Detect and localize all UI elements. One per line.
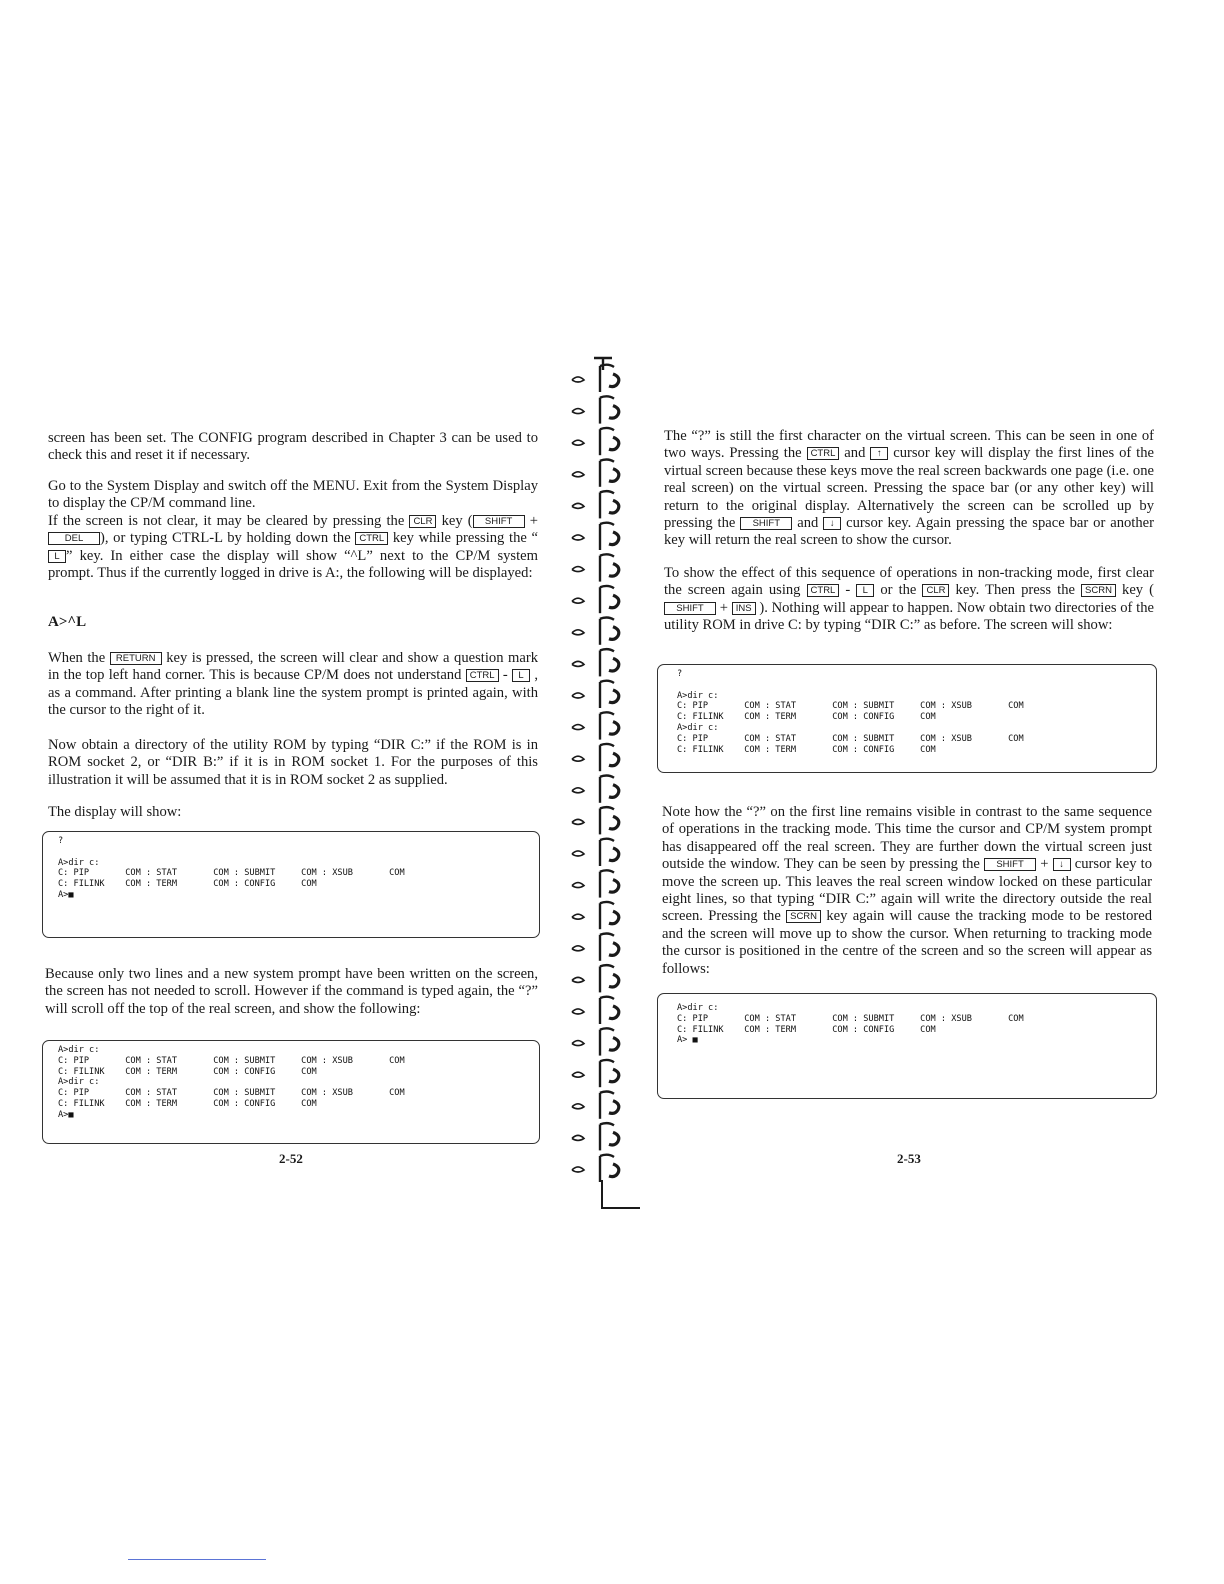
binding-wire-loop <box>609 880 619 893</box>
spiral-binding <box>560 0 640 1584</box>
binding-wire-hook <box>600 1155 614 1157</box>
binding-wire-hook <box>600 1060 614 1062</box>
binding-wire-loop <box>609 564 619 577</box>
binding-hole-mark <box>572 693 584 698</box>
binding-wire-hook <box>600 396 614 398</box>
binding-hole-mark <box>572 409 584 414</box>
screen-text-2: A>dir c: C: PIP COM : STAT COM : SUBMIT COM : XSUB COM C: FILINK COM : TERM COM : CONFIG COM A>dir c: C: PIP COM : STAT COM : SUBMIT COM : XSUB COM C: FILINK COM : TERM COM : CONFIG COM A>■ <box>58 1045 405 1120</box>
down-arrow-key: ↓ <box>1053 858 1071 871</box>
binding-wire-loop <box>609 500 619 513</box>
tracking-mode-paragraph: Note how the “?” on the first line remains visible in contrast to the same sequence of operations in the tracking mode. This time the cursor and CP/M system prompt has disappeared off the real screen. They are further down the virtual screen just outside the window. They can be seen by pressing the SHIFT + ↓ cursor key to move the screen up. This leaves the real screen window locked on these particular eight lines, so that typing “DIR C:” again will write the directory outside the real screen. Pressing the SCRN key again will cause the tracking mode to be restored and the screen will move up to show the cursor. When returning to tracking mode the cursor is positioned in the centre of the screen and so the screen will appear as follows: <box>662 804 1153 977</box>
binding-wire-loop <box>609 437 619 450</box>
page-number-left: 2-52 <box>279 1151 303 1166</box>
binding-wire-loop <box>609 1164 619 1177</box>
binding-wire-hook <box>600 839 614 841</box>
up-arrow-key: ↑ <box>870 447 888 460</box>
binding-wire-hook <box>600 428 614 430</box>
binding-wire-loop <box>609 816 619 829</box>
binding-hole-mark <box>572 630 584 635</box>
binding-hole-mark <box>572 946 584 951</box>
binding-hole-mark <box>572 1135 584 1140</box>
screen-text-3: ? A>dir c: C: PIP COM : STAT COM : SUBMIT COM : XSUB COM C: FILINK COM : TERM COM : CONFIG COM A>dir c: C: PIP COM : STAT COM : SUBMIT COM : XSUB COM C: FILINK COM : TERM COM : CONFIG COM <box>677 669 1024 755</box>
page-number-right: 2-53 <box>897 1151 921 1166</box>
binding-wire-hook <box>600 681 614 683</box>
binding-wire-hook <box>600 997 614 999</box>
screen-display-4 <box>657 993 1157 1099</box>
virtual-screen-paragraph: The “?” is still the first character on the virtual screen. This can be seen in one of two ways. Pressing the CTRL and ↑ cursor key will display the first lines of the virtual screen because these keys move the real screen backwards one page (i.e. one real screen) on the virtual screen. Pressing the space bar (or any other key) will return to the original display. Alternatively the screen can be scrolled up by pressing the SHIFT and ↓ cursor key. Again pressing the space bar or another key will return the real screen to show the cursor. <box>664 428 1154 549</box>
screen-display-1 <box>42 831 540 938</box>
binding-hole-mark <box>572 567 584 572</box>
clr-key: CLR <box>409 515 436 528</box>
binding-wire-loop <box>609 722 619 735</box>
binding-wire-hook <box>600 870 614 872</box>
intro-paragraph: screen has been set. The CONFIG program described in Chapter 3 can be used to check this and reset it if necessary. <box>48 430 538 464</box>
shift-key: SHIFT <box>984 858 1036 871</box>
binding-wire-hook <box>600 586 614 588</box>
binding-hole-mark <box>572 977 584 982</box>
binding-wire-hook <box>600 1092 614 1094</box>
prompt-example: A>^L <box>48 614 87 630</box>
screen-display-3 <box>657 664 1157 773</box>
binding-wire-hook <box>600 934 614 936</box>
binding-wire-loop <box>609 532 619 545</box>
clear-screen-paragraph: If the screen is not clear, it may be cleared by pressing the CLR key ( SHIFT +DEL ), or typing CTRL-L by holding down the CTRL key while pressing the “L ” key. In either case the display will show “^L” next to the CP/M system prompt. Thus if the currently logged in drive is A:, the following will be displayed: <box>48 513 538 582</box>
l-key: L <box>512 669 530 682</box>
binding-wire-loop <box>609 690 619 703</box>
binding-wire-loop <box>609 658 619 671</box>
binding-hole-mark <box>572 661 584 666</box>
scroll-paragraph: Because only two lines and a new system prompt have been written on the screen, the screen has not needed to scroll. However if the command is typed again, the “?” will scroll off the top of the real screen, and show the following: <box>45 966 538 1017</box>
l-key: L <box>856 584 874 597</box>
binding-wire-loop <box>609 943 619 956</box>
binding-wire-loop <box>609 1069 619 1082</box>
non-tracking-paragraph: To show the effect of this sequence of operations in non-tracking mode, first clear the screen again using CTRL - L or the CLR key. Then press the SCRN key ( SHIFT + INS ). Nothing will appear to happen. Now obtain two directories of the utility ROM in drive C: by typing “DIR C:” as before. The screen will show: <box>664 565 1154 634</box>
binding-wire-hook <box>600 902 614 904</box>
clr-key: CLR <box>922 584 949 597</box>
binding-hole-mark <box>572 535 584 540</box>
binding-wire-loop <box>609 406 619 419</box>
binding-wire-loop <box>609 848 619 861</box>
binding-hole-mark <box>572 598 584 603</box>
binding-hole-mark <box>572 788 584 793</box>
binding-hole-mark <box>572 503 584 508</box>
binding-wire-hook <box>600 776 614 778</box>
binding-wire-hook <box>600 1028 614 1030</box>
scrn-key: SCRN <box>786 910 821 923</box>
binding-hole-mark <box>572 883 584 888</box>
binding-wire-hook <box>600 1123 614 1125</box>
binding-hole-mark <box>572 1009 584 1014</box>
shift-key: SHIFT <box>473 515 525 528</box>
binding-wire-loop <box>609 753 619 766</box>
system-display-paragraph: Go to the System Display and switch off the MENU. Exit from the System Display to display the CP/M command line. <box>48 478 538 512</box>
down-arrow-key: ↓ <box>823 517 841 530</box>
binding-wire-loop <box>609 911 619 924</box>
binding-wire-loop <box>609 1006 619 1019</box>
binding-hole-mark <box>572 1104 584 1109</box>
binding-wire-hook <box>600 491 614 493</box>
binding-wire-loop <box>609 595 619 608</box>
binding-wire-hook <box>600 618 614 620</box>
ctrl-key: CTRL <box>807 447 840 460</box>
binding-wire-hook <box>600 965 614 967</box>
binding-hole-mark <box>572 1072 584 1077</box>
binding-hole-mark <box>572 914 584 919</box>
binding-wire-hook <box>600 712 614 714</box>
binding-wire-hook <box>600 649 614 651</box>
right-page <box>640 0 1224 1584</box>
binding-wire-hook <box>600 460 614 462</box>
binding-hole-mark <box>572 472 584 477</box>
binding-wire-loop <box>609 374 619 387</box>
return-key-paragraph: When the RETURN key is pressed, the screen will clear and show a question mark in the top left hand corner. This is because CP/M does not understand CTRL - L , as a command. After printing a blank line the system prompt is printed again, with the cursor to the right of it. <box>48 650 538 719</box>
footer-rule <box>128 1559 266 1560</box>
binding-hole-mark <box>572 440 584 445</box>
screen-text-1: ? A>dir c: C: PIP COM : STAT COM : SUBMIT COM : XSUB COM C: FILINK COM : TERM COM : CONFIG COM A>■ <box>58 836 405 900</box>
binding-wire-hook <box>600 554 614 556</box>
binding-hole-mark <box>572 851 584 856</box>
binding-hole-mark <box>572 819 584 824</box>
ctrl-key: CTRL <box>355 532 388 545</box>
binding-hole-mark <box>572 756 584 761</box>
binding-hole-mark <box>572 377 584 382</box>
binding-wire-loop <box>609 785 619 798</box>
binding-wire-loop <box>609 974 619 987</box>
ins-key: INS <box>732 602 756 615</box>
binding-wire-hook <box>600 807 614 809</box>
display-will-show: The display will show: <box>48 804 182 820</box>
left-page <box>0 0 560 1584</box>
l-key: L <box>48 550 66 563</box>
binding-wire-loop <box>609 469 619 482</box>
binding-hole-mark <box>572 1041 584 1046</box>
del-key: DEL <box>48 532 100 545</box>
binding-graphic <box>560 0 640 1584</box>
ctrl-key: CTRL <box>807 584 840 597</box>
shift-key: SHIFT <box>664 602 716 615</box>
binding-wire-loop <box>609 1132 619 1145</box>
binding-wire-loop <box>609 627 619 640</box>
binding-hole-mark <box>572 1167 584 1172</box>
screen-text-4: A>dir c: C: PIP COM : STAT COM : SUBMIT COM : XSUB COM C: FILINK COM : TERM COM : CONFIG COM A> ■ <box>677 1003 1024 1046</box>
binding-wire-loop <box>609 1101 619 1114</box>
ctrl-key: CTRL <box>466 669 499 682</box>
binding-spine-base <box>602 1180 640 1208</box>
directory-paragraph: Now obtain a directory of the utility ROM by typing “DIR C:” if the ROM is in ROM socket 2, or “DIR B:” if it is in ROM socket 1. For the purposes of this illustration it will be assumed that it is in ROM socket 2 as supplied. <box>48 737 538 788</box>
binding-wire-loop <box>609 1038 619 1051</box>
scrn-key: SCRN <box>1081 584 1116 597</box>
screen-display-2 <box>42 1040 540 1144</box>
return-key: RETURN <box>110 652 162 665</box>
binding-wire-hook <box>600 523 614 525</box>
shift-key: SHIFT <box>740 517 792 530</box>
binding-hole-mark <box>572 725 584 730</box>
binding-wire-hook <box>600 744 614 746</box>
